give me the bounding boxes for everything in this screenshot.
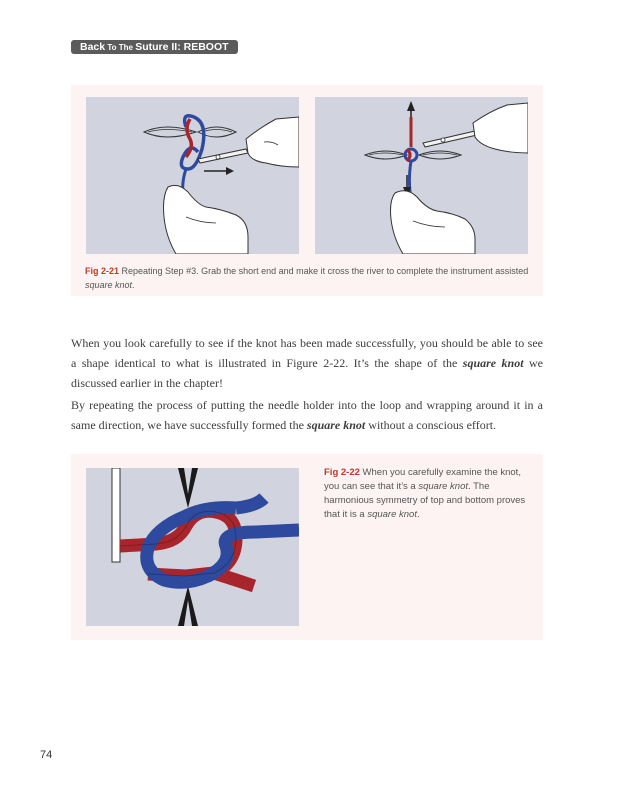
fig22-caption xyxy=(324,466,530,522)
p1-text-a: When you look carefully to see if the knot has been made successfully, you should be able to see a shape identical to what is illustrated in Figure 2-22. It’s the shape of the xyxy=(71,336,543,370)
fig21-left-illustration xyxy=(86,97,299,254)
wound-slit-right xyxy=(419,151,461,159)
page-number: 74 xyxy=(40,749,53,761)
running-header xyxy=(71,40,238,54)
figure-2-22 xyxy=(71,454,543,640)
body-paragraph-2 xyxy=(71,395,543,435)
p2-term: square knot xyxy=(306,418,366,432)
right-hand xyxy=(473,103,528,153)
p1-term: square knot xyxy=(462,356,524,370)
fig22-panel xyxy=(86,468,299,626)
fig22-label: Fig 2-22 xyxy=(324,467,360,478)
fig21-caption-text: Repeating Step #3. Grab the short end and make it cross the river to complete the instrument assisted xyxy=(119,266,529,276)
fig22-caption-end: . xyxy=(416,509,420,520)
fig21-caption-term: square knot xyxy=(85,280,133,290)
header-part3: Suture II: REBOOT xyxy=(135,41,229,53)
fig22-caption-b: . The harmonious symmetry of top and bottom proves that it is a xyxy=(324,481,526,520)
fig22-caption-a: When you carefully examine the knot, you can see that it’s a xyxy=(324,467,521,492)
figure-2-21 xyxy=(71,85,543,296)
blue-strand-tail xyxy=(236,498,264,508)
fig22-caption-term2: square knot xyxy=(367,509,417,520)
fig21-left-panel xyxy=(86,97,299,254)
left-hand xyxy=(164,185,249,254)
p1-text-b: we discussed earlier in the chapter! xyxy=(71,356,544,390)
fig21-label: Fig 2-21 xyxy=(85,266,120,276)
square-knot-illustration xyxy=(86,468,299,626)
p2-text-b: without a conscious effort. xyxy=(365,418,497,432)
white-post xyxy=(112,468,120,562)
p2-text-a: By repeating the process of putting the needle holder into the loop and wrapping around it in a same direction, we have successfully formed the xyxy=(71,398,543,432)
right-hand xyxy=(246,117,299,167)
header-part2: To The xyxy=(105,43,136,52)
fig21-right-panel xyxy=(315,97,528,254)
fig22-caption-term1: square knot xyxy=(418,481,469,492)
wound-slit-left xyxy=(365,151,407,159)
fig21-caption-end: . xyxy=(132,280,135,290)
left-hand xyxy=(391,191,476,254)
needle-holder xyxy=(423,131,477,147)
header-part1: Back xyxy=(80,41,106,53)
fig21-caption xyxy=(85,264,531,292)
fig21-right-illustration xyxy=(315,97,528,254)
body-paragraph-1 xyxy=(71,333,543,393)
needle-holder xyxy=(198,149,248,163)
